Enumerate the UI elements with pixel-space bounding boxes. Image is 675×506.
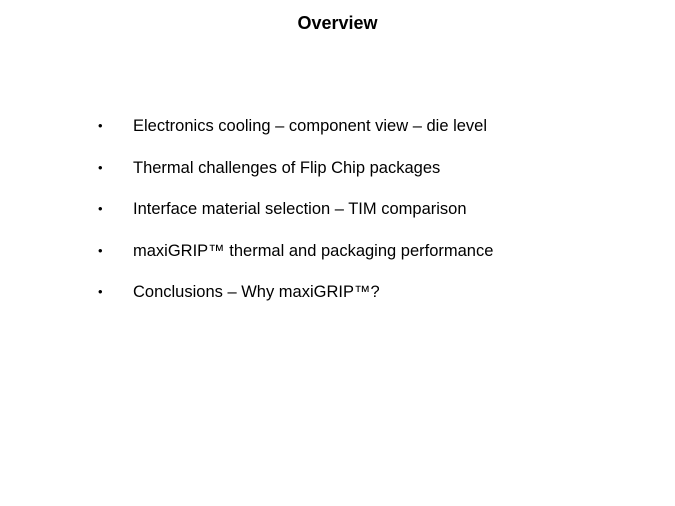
bullet-text: Conclusions – Why maxiGRIP™? [133,283,380,301]
bullet-text: Thermal challenges of Flip Chip packages [133,158,441,177]
bullet-icon: • [98,118,103,133]
bullet-icon: • [98,159,103,175]
bullet-icon: • [98,201,103,216]
slide-title: Overview [297,13,378,33]
bullet-text: Electronics cooling – component view – die level [133,117,488,135]
bullet-icon: • [98,242,103,258]
bullet-icon: • [98,284,103,299]
bullet-text: Interface material selection – TIM comparison [133,200,467,218]
bullet-text: maxiGRIP™ thermal and packaging performance [133,241,494,260]
